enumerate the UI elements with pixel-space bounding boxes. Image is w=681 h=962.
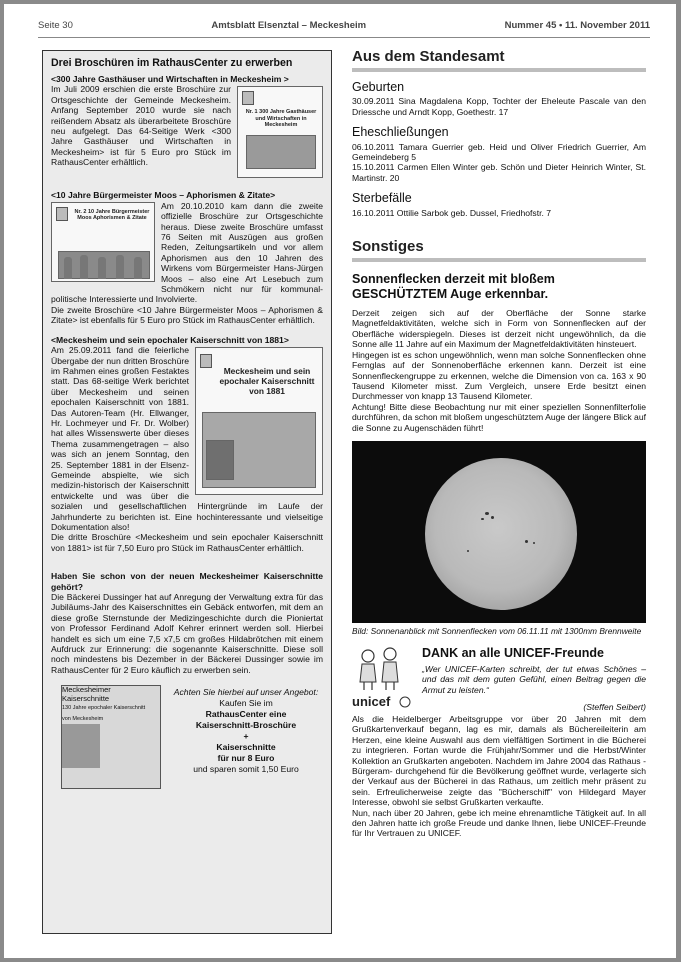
package-subtitle: 130 Jahre epochaler Kaiserschnitt von Meckesheim [62,705,146,722]
issue-date: Nummer 45 • 11. November 2011 [504,20,650,31]
unicef-logo [352,644,412,710]
kaiserschnitte-subtitle: Haben Sie schon von der neuen Meckesheimer Kaiserschnitte gehört? [51,571,323,592]
brochure3-cover-text: Meckesheim und sein epochaler Kaiserschnitt von 1881 [219,366,315,397]
offer-line: für nur 8 Euro [217,753,275,764]
sunspot [467,550,469,552]
brochure2-cover-text: Nr. 2 10 Jahre Bürgermeister Moos Aphorismen & Zitate [74,208,150,222]
unicef-paragraph: Nun, nach über 20 Jahren, gebe ich meine ehrenamtliche Tätigkeit auf. In all den Jahren hatte ich große Freude und danke Ihnen, liebe UNICEF-Freunde für Ihr Vertrauen zu UNICEF. [352,807,646,839]
publication-title: Amtsblatt Elsenztal – Meckesheim [211,20,367,31]
package-title: Meckesheimer Kaiserschnitte [62,685,111,703]
person-figure [116,255,124,279]
sunspot [525,540,528,543]
sunspot [485,512,489,515]
sun-photo [352,441,646,623]
article-paragraph: Derzeit zeigen sich auf der Oberfläche der Sonne starke Magnetfeldaktivitäten, welche sich in Form von Sonnenflecken auf der Oberfläche widerspiegeln. Dieses ist derzeit nicht ungewöhnlich, da die Sonne alle 11 Jahre auf ein Maximum der Magnetfeldaktivitäten hinsteuert. [352,308,646,350]
brochure1-cover-text: Nr. 1 300 Jahre Gasthäuser und Wirtschaften in Meckesheim [245,109,317,129]
deaths-heading: Sterbefälle [352,191,412,206]
sun-disc [425,458,577,610]
brochure1-photo [246,135,316,169]
person-figure [80,255,88,279]
brochure3-text: Am 25.09.2011 fand die feierliche Übergabe der nun dritten Broschüre im Rahmen eines großen Festaktes statt. Das 68-seitige Werk berichtet über Meckesheim und seinen epochalen Kaiserschnitt von 1881. Das Autoren-Team (Hr. Ellwanger, Hr. Lochmeyer und Fr. Dr. Wolber) hat alles Wissenswerte über dieses Thema zusammengetragen – also was sich an jenem Sonntag, den 25. September 1881 in der Elsenz-Gemeinde abspielte, wie sich medizin-historisch der Kaiserschnitt entwickelte und was über die sozialen und gesellschaftlichen Hintergründe im Laufe der Jahrhunderte zu berichten ist. Eine hochinteressante und vielseitige Dokumentation also! [51,345,323,532]
kaiserschnitte-package [61,685,161,789]
article-paragraph: Hingegen ist es schon ungewöhnlich, wenn man solche Sonnenflecken ohne Fernglas auf der Sonnenoberfläche erkennen kann. Derzeit ist eine Sonnenfleckengruppe zu erkennen, welche die Dimension von ca. 163 x 90 Tausend Kilometer misst. Zum Vergleich, unsere Erde besitzt einen Durchmesser von knapp 13 Tausend Kilometer. [352,349,646,402]
unicef-quote: „Wer UNICEF-Karten schreibt, der tut etwas Schönes – und das mit dem guten Gefühl, einen Beitrag gegen die Armut zu leisten.“ [422,663,646,695]
crest-icon [56,207,68,221]
sunspot [481,518,484,520]
offer-line: Kaufen Sie im [219,698,273,709]
offer-line: Kaiserschnitte [216,742,276,753]
right-column [352,48,646,839]
brochure2-subtitle: <10 Jahre Bürgermeister Moos – Aphorismen & Zitate> [51,190,276,201]
sunspot [491,516,494,519]
article-title: Sonnenflecken derzeit mit bloßem GESCHÜTZTEM Auge erkennbar. [352,272,555,302]
sunspot [533,542,535,544]
brochure1-cover [237,86,323,178]
kaiserschnitte-text: Die Bäckerei Dussinger hat auf Anregung der Verwaltung extra für das Jubiläums-Jahr des Kaiserschnittes ein Gebäck entworfen, mit dem an diese große Sternstunde der Medizingeschichte durch die Pioniertat von Professor Ferdinand Adolf Kehrer erinnert werden soll. Hierbei handelt es sich um eine 7,5 x7,5 cm großes Hildabrötchen mit einem Aufdruck zur Erinnerung: die sogenannte Kaiserschnitte. Diese soll noch mindestens bis Dezember in der Bäckerei Dussinger sowie im RathausCenter für 2 Euro käuflich zu erwerben sein. [51,592,323,675]
brochures-box [42,50,332,934]
births-heading: Geburten [352,80,405,94]
brochure3-portrait [206,440,234,480]
photo-caption: Bild: Sonnenanblick mit Sonnenflecken vom 06.11.11 mit 1300mm Brennweite [352,625,642,636]
brochure3-cover [195,347,323,495]
unicef-paragraph: Als die Heidelberger Arbeitsgruppe vor über 20 Jahren mit dem Grußkartenverkauf begann, lag es mir, damals als Büchereileiterin am Herzen, eine kleine Auswahl aus dem vielfältigen Sortiment in die Bücherei zu integrieren. Fortan wurde die Frühjahr/Sommer und die Herbst/Winter Kollektion an Grußkarten angeboten. Nachdem im Jahre 2004 das Rathaus -Bürgeram- durchgehend für die Bevölkerung geöffnet wurde, verlagerte sich der Verkauf aus der Bücherei in das Rathaus, um zeitlich mehr präsent zu sein. Erfreulicherweise zeigte das "Bücherschiff" von Hildegard Mayer Interesse, obwohl sie selbst Grußkarten verkaufte. [352,713,646,808]
page-header [38,20,650,38]
offer-line: RathausCenter eine [205,709,287,720]
births-entry: 30.09.2011 Sina Magdalena Kopp, Tochter der Eheleute Pascale van den Driessche und Arndt Kopp, Goethestr. 17 [352,96,646,117]
brochure2-text2: Die zweite Broschüre <10 Jahre Bürgermeister Moos – Aphorismen & Zitate> ist ebenfalls für 5 Euro pro Stück im RathausCenter erhältlich. [51,304,323,326]
offer-line: Achten Sie hierbei auf unser Angebot: [173,687,319,698]
offer-ad [51,685,323,795]
marriages-heading: Eheschließungen [352,125,449,140]
death-entry: 16.10.2011 Ottilie Sarbok geb. Dussel, Friedhofstr. 7 [352,207,552,218]
brochure3-subtitle: <Meckesheim und sein epochaler Kaiserschnitt von 1881> [51,334,289,345]
brochure1-text: Im Juli 2009 erschien die erste Broschüre zur Ortsgeschichte der Gemeinde Meckesheim. Anfang September 2010 wurde sie nach reißendem Absatz als überarbeitete Broschüre neu aufgelegt. Das 64-Seitige Werk <300 Jahre Gasthäuser und Wirtschaften in Meckesheim> ist für 5 Euro pro Stück im RathausCenter erhältlich. [51,84,231,168]
unicef-block [352,644,646,714]
offer-line: + [243,731,249,742]
person-figure [98,257,106,279]
unicef-heading: DANK an alle UNICEF-Freunde [422,645,604,660]
brochure1-subtitle: <300 Jahre Gasthäuser und Wirtschaften in Meckesheim > [51,74,289,84]
package-portrait [62,724,100,768]
brochure2-cover [51,202,155,282]
brochures-title: Drei Broschüren im RathausCenter zu erwerben [51,57,293,69]
crest-icon [200,354,212,368]
brochure3-text2: Die dritte Broschüre <Meckesheim und sein epochaler Kaiserschnitt von 1881> ist für 7,50 Euro pro Stück im RathausCenter erhältlich. [51,532,323,553]
person-figure [134,257,142,279]
unicef-quote-author: (Steffen Seibert) [583,701,646,712]
article-paragraph: Achtung! Bitte diese Beobachtung nur mit einer speziellen Sonnenfilterfolie durchführen, da schon mit bloßem ungeschütztem Auge der längere Blick auf die Sonne zu Augenschäden führt! [352,401,646,433]
offer-line: und sparen somit 1,50 Euro [193,764,299,775]
section-sonstiges: Sonstiges [352,238,646,262]
newspaper-page [4,4,676,958]
offer-line: Kaiserschnitt-Broschüre [195,720,297,731]
offer-text [171,687,321,775]
crest-icon [242,91,254,105]
page-number: Seite 30 [38,20,73,31]
unicef-wordmark: unicef [352,693,391,709]
person-figure [64,257,72,279]
marriage-entry: 06.10.2011 Tamara Guerrier geb. Heid und Oliver Friedrich Guerrier, Am Gemeindeberg 5 [352,141,646,163]
marriage-entry: 15.10.2011 Carmen Ellen Winter geb. Schön und Dieter Heinrich Winter, St. Martinstr. 20 [352,162,646,183]
brochure2-text: Am 20.10.2010 kam dann die zweite offizielle Broschüre zur Ortsgeschichte heraus. Diese zweite Broschüre umfasst 76 Seiten mit Auszügen aus großen Reden, Zeitungsartikeln und vor allem Aphorismen aus den 10 Jahren des Wirkens vom Bürgermeister Hans-Jürgen Moos – also eine Art Lesebuch zum Schmökern nicht nur für kommunal-politische Interessierte und Involvierte. [51,200,323,305]
section-standesamt: Aus dem Standesamt [352,48,646,72]
